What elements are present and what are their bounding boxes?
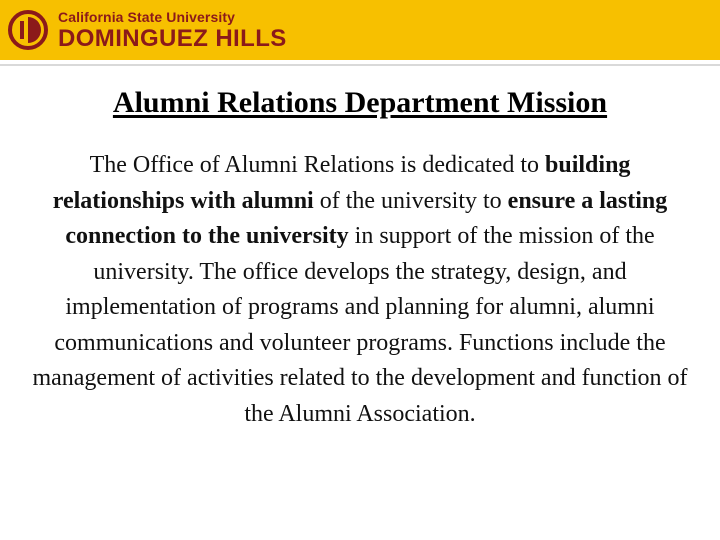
mission-text-2: of the university to (313, 187, 508, 214)
mission-emphasis-2: ensure a lasting connection to the university (65, 187, 668, 249)
header-bar (0, 0, 720, 68)
logo-line-2: DOMINGUEZ HILLS (58, 24, 287, 52)
csudh-logo-icon (8, 10, 48, 50)
slide-title: Alumni Relations Department Mission (112, 86, 608, 119)
logo-line-1: California State University (58, 8, 235, 25)
header-divider (0, 64, 720, 66)
mission-text-1: The Office of Alumni Relations is dedicated to (89, 152, 546, 178)
mission-emphasis-1: building relationships with alumni (52, 152, 631, 214)
mission-paragraph (22, 148, 698, 432)
logo-text (58, 10, 287, 51)
university-logo (8, 7, 287, 53)
mission-text-3: in support of the mission of the university. The office develops the strategy, design, and implementation of programs and planning for alumni, alumni communications and volunteer programs. Functions include the management of activities related to the development and function of the Alumni Association. (32, 223, 688, 427)
